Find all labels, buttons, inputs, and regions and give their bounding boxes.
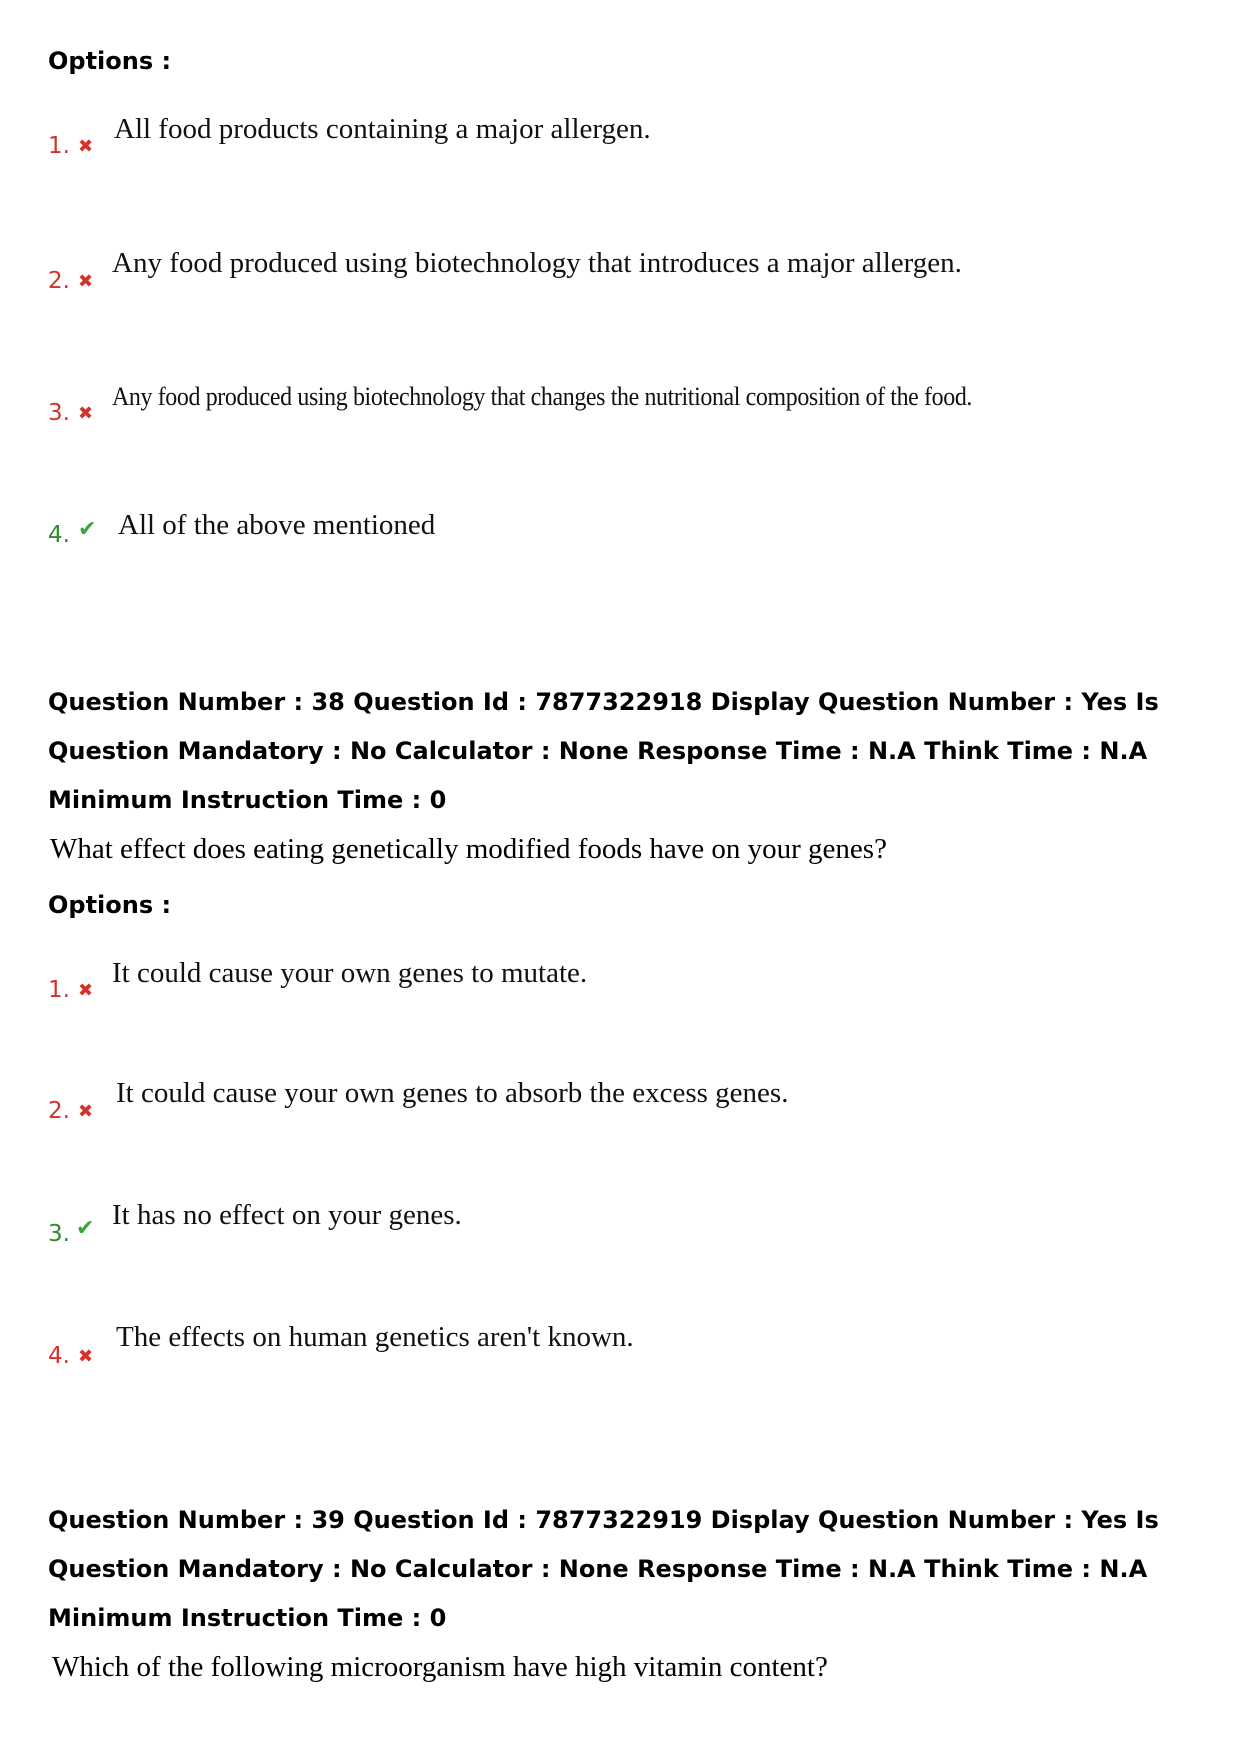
option-text: Any food produced using biotechnology that introduces a major allergen. (112, 247, 962, 279)
options-label: Options : (48, 891, 172, 919)
question-meta: Question Number : 39 Question Id : 7877322919 Display Question Number : Yes Is Question Mandatory : No Calculator : None Response Time : N.A Think Time : N.A Minimum Instruction Time : 0 (48, 1506, 1159, 1632)
question-meta: Question Number : 38 Question Id : 7877322918 Display Question Number : Yes Is Question Mandatory : No Calculator : None Response Time : N.A Think Time : N.A Minimum Instruction Time : 0 (48, 688, 1159, 814)
option-number: 2. (48, 268, 70, 294)
option-item (48, 112, 1198, 172)
option-item (48, 508, 1198, 568)
cross-icon: ✖ (78, 271, 94, 292)
option-number: 2. (48, 1098, 70, 1124)
options-label: Options : (48, 47, 172, 75)
option-text: It has no effect on your genes. (112, 1199, 462, 1231)
option-text: All of the above mentioned (118, 509, 436, 541)
option-number: 3. (48, 400, 70, 426)
cross-icon: ✖ (78, 1346, 94, 1367)
option-item (48, 1076, 1198, 1136)
option-number: 1. (48, 977, 70, 1003)
option-number: 3. (48, 1221, 70, 1247)
check-icon: ✔ (78, 517, 97, 542)
check-icon: ✔ (76, 1216, 95, 1241)
option-text: All food products containing a major allergen. (114, 113, 651, 145)
option-text: It could cause your own genes to mutate. (112, 957, 588, 989)
cross-icon: ✖ (78, 980, 94, 1001)
cross-icon: ✖ (78, 136, 94, 157)
option-item (48, 1320, 1198, 1380)
option-number: 4. (48, 522, 70, 548)
cross-icon: ✖ (78, 403, 94, 424)
option-item (48, 956, 1198, 1016)
question-text: What effect does eating genetically modified foods have on your genes? (50, 833, 887, 865)
cross-icon: ✖ (78, 1101, 94, 1122)
option-number: 4. (48, 1343, 70, 1369)
option-item (48, 1198, 1198, 1258)
option-text: Any food produced using biotechnology that changes the nutritional composition of the food. (112, 382, 973, 411)
option-text: The effects on human genetics aren't known. (116, 1321, 634, 1353)
option-item (48, 380, 1198, 440)
option-number: 1. (48, 133, 70, 159)
option-text: It could cause your own genes to absorb the excess genes. (116, 1077, 789, 1109)
option-item (48, 246, 1198, 306)
question-text: Which of the following microorganism have high vitamin content? (52, 1651, 828, 1683)
